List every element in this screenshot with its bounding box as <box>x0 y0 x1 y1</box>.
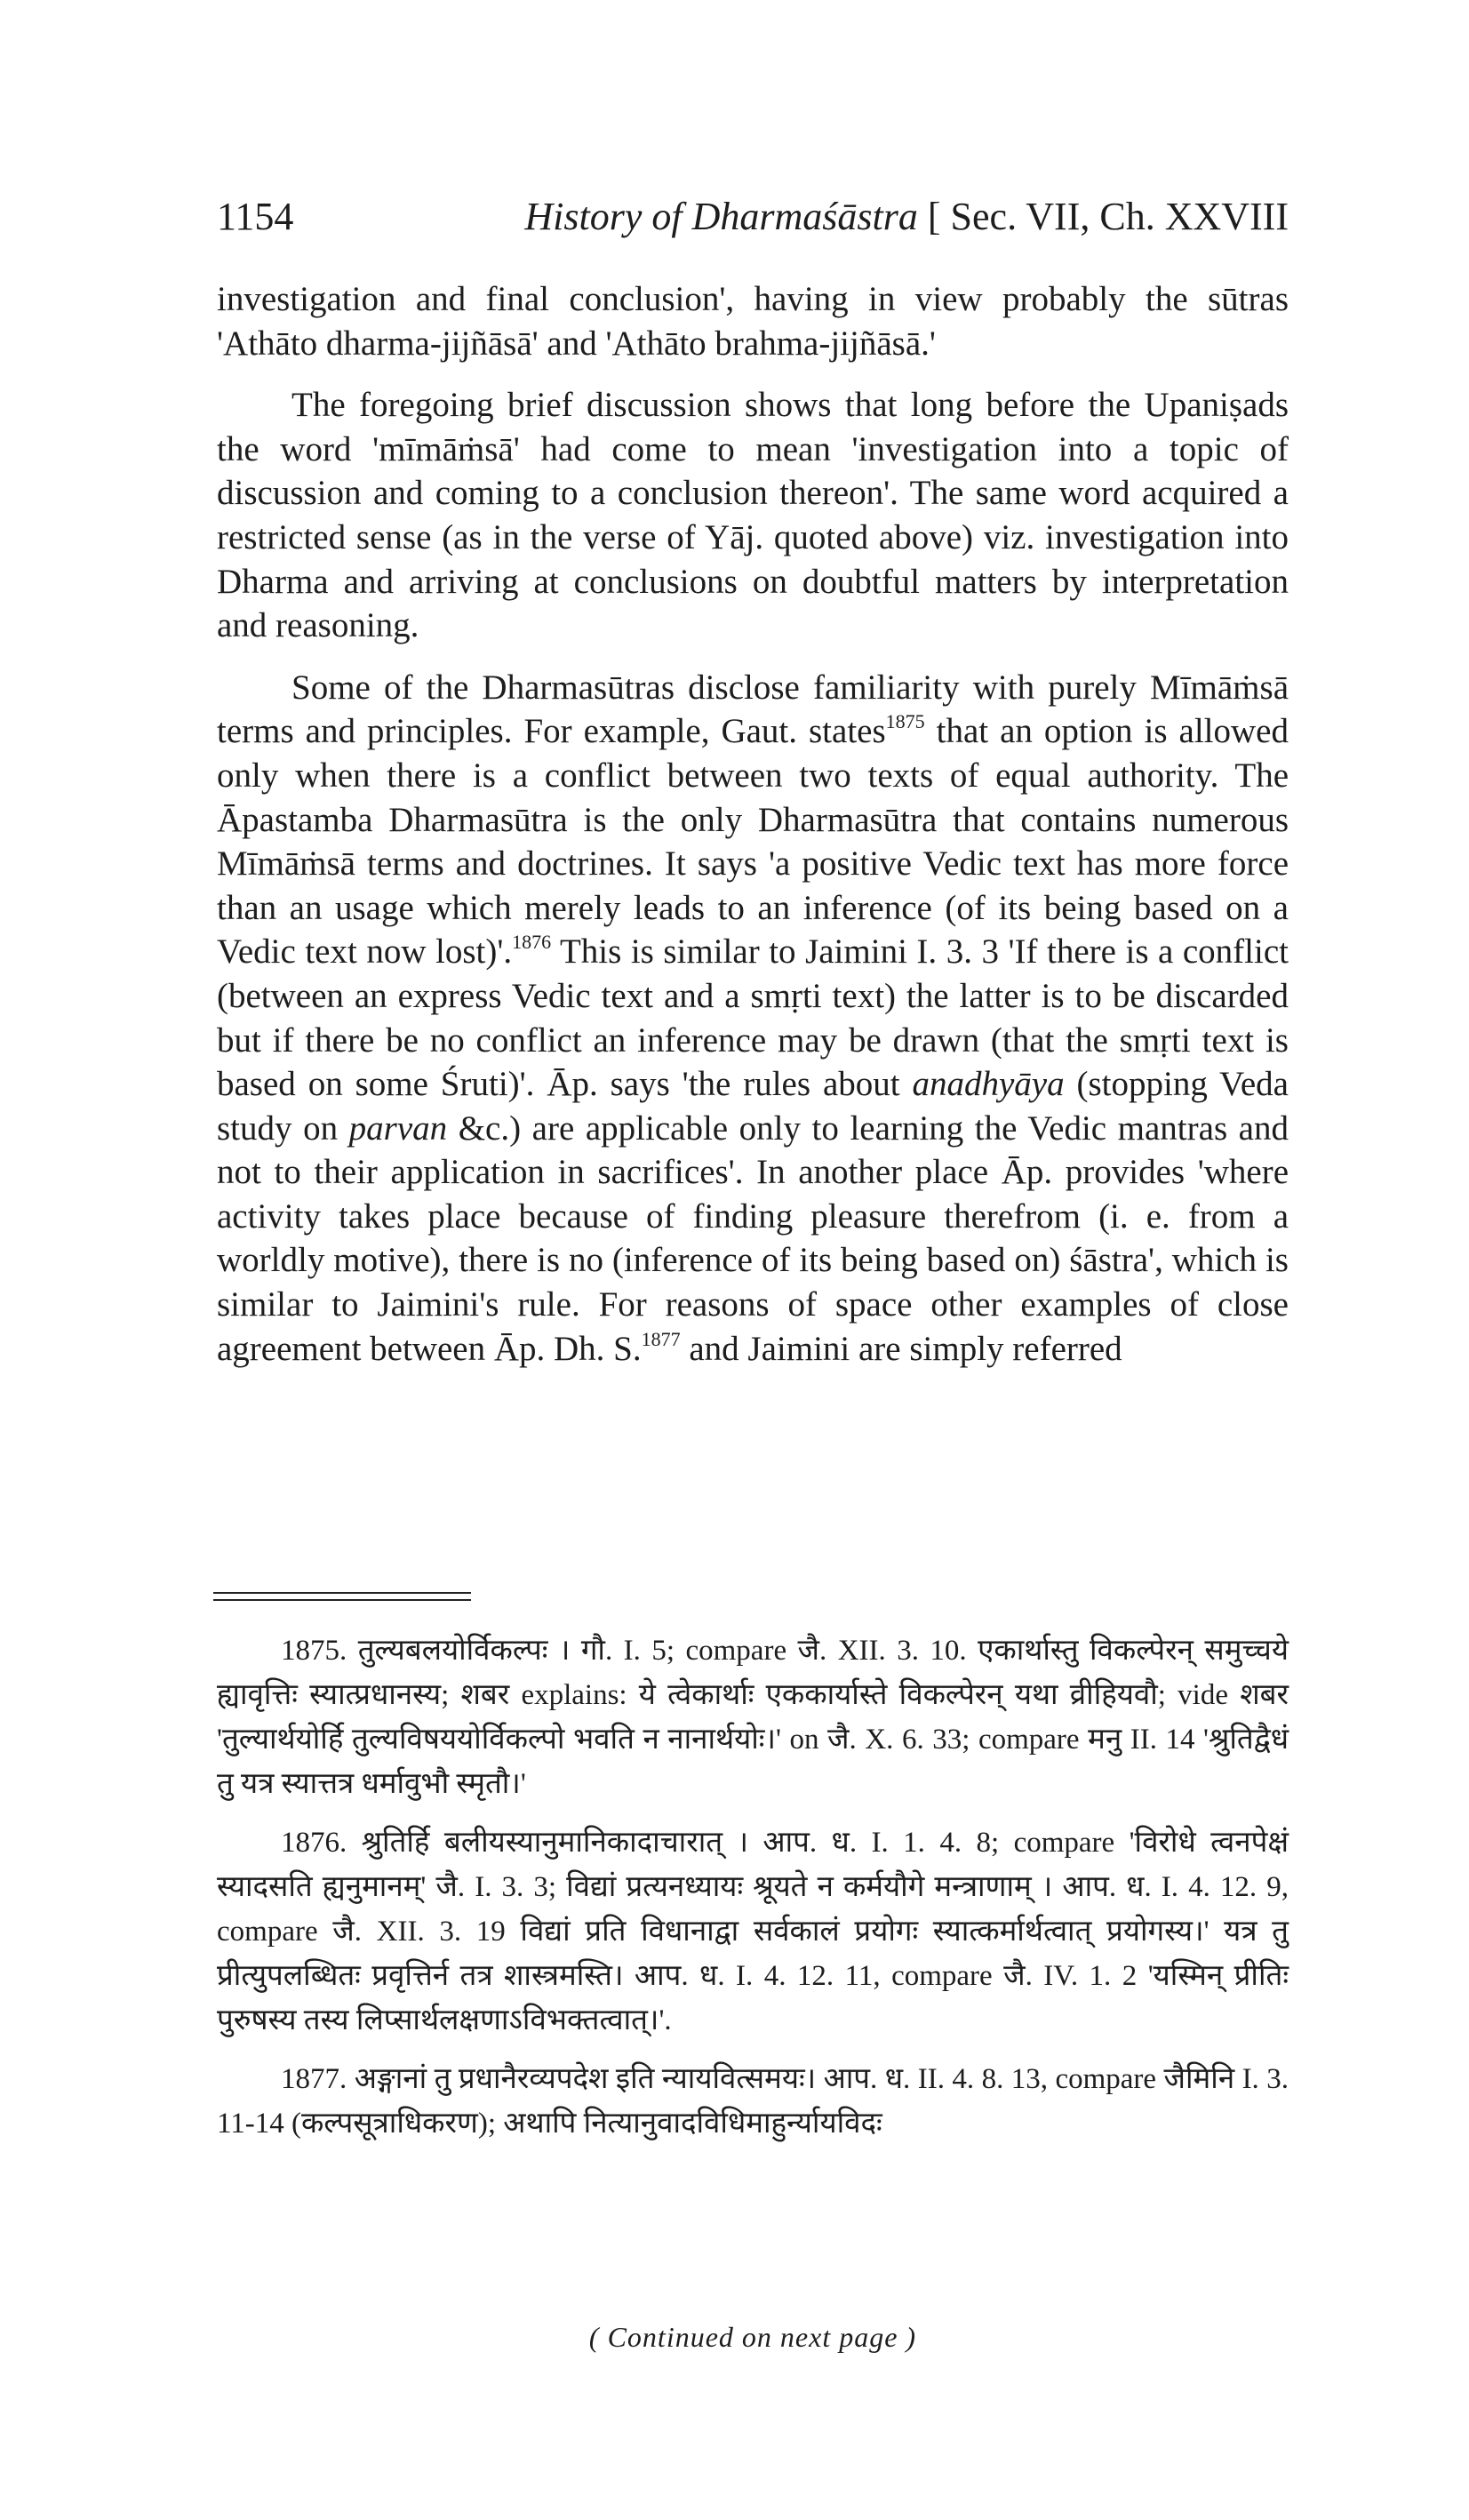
separator-line-bottom <box>213 1599 471 1601</box>
paragraph-1: investigation and final conclusion', having in view probably the sūtras 'Athāto dharma-jijñāsā' and 'Athāto brahma-jijñāsā.' <box>217 280 1289 363</box>
footnote-1877: 1877. अङ्गानां तु प्रधानैरव्यपदेश इति न्यायवित्समयः। आप. ध. II. 4. 8. 13, compare जैमिनि I. 3. 11-14 (कल्पसूत्राधिकरण); अथापि नित्यानुवादविधिमाहुर्न्यायविदः <box>217 2063 1289 2140</box>
footnote-1876: 1876. श्रुतिर्हि बलीयस्यानुमानिकादाचारात् । आप. ध. I. 1. 4. 8; compare 'विरोधे त्वनपेक्षं स्यादसति ह्यनुमानम्' जै. I. 3. 3; विद्यां प्रत्यनध्यायः श्रूयते न कर्मयौगे मन्त्राणाम् । आप. ध. I. 4. 12. 9, compare जै. XII. 3. 19 विद्यां प्रति विधानाद्वा सर्वकालं प्रयोगः स्यात्कर्मार्थत्वात् प्रयोगस्य।' यत्र तु प्रीत्युपलब्धितः प्रवृत्तिर्न तत्र शास्त्रमस्ति। आप. ध. I. 4. 12. 11, compare जै. IV. 1. 2 'यस्मिन् प्रीतिः पुरुषस्य तस्य लिप्सार्थलक्षणाऽविभक्तत्वात्।'. <box>217 1827 1289 2036</box>
paragraph-3-text-b: that an option is allowed only when there is a conflict between two texts of equal authority. The Āpastamba Dharmasūtra is the only Dharmasūtra that contains numerous Mīmāṁsā terms and doctrines. It says 'a positive Vedic text has more force than an usage which merely leads to an inference (of its being based on a Vedic text now lost)'. <box>217 712 1289 972</box>
section-label: [ Sec. VII, Ch. XXVIII <box>927 195 1289 238</box>
footnote-ref-1876[interactable]: 1876 <box>512 931 552 954</box>
page-number: 1154 <box>217 195 294 238</box>
footnote-1875: 1875. तुल्यबलयोर्विकल्पः । गौ. I. 5; compare जै. XII. 3. 10. एकार्थास्तु विकल्पेरन् समुच्चये ह्यावृत्तिः स्यात्प्रधानस्य; शबर explains: ये त्वेकार्थाः एककार्यास्ते विकल्पेरन् यथा व्रीहियवौ; vide शबर 'तुल्यार्थयोर्हि तुल्यविषययोर्विकल्पो भवति न नानार्थयोः।' on जै. X. 6. 33; compare मनु II. 14 'श्रुतिद्वैधं तु यत्र स्यात्तत्र धर्मावुभौ स्मृतौ।' <box>217 1635 1289 1800</box>
paragraph-3-text-f: and Jaimini are simply referred <box>680 1329 1122 1368</box>
footnote-ref-1877[interactable]: 1877 <box>641 1327 681 1350</box>
paragraph-2: The foregoing brief discussion shows that long before the Upaniṣads the word 'mīmāṁsā' had come to mean 'investigation into a topic of discussion and coming to a conclusion thereon'. The same word acquired a restricted sense (as in the verse of Yāj. quoted above) viz. investigation into Dharma and arriving at conclusions on doubtful matters by interpretation and reasoning. <box>217 386 1289 645</box>
paragraph-3 <box>217 666 1289 1372</box>
paragraph-3-text-c: This is similar to Jaimini I. 3. 3 'If there is a conflict (between an express Vedic text and a smṛti text) the latter is to be discarded but if there be no conflict an inference may be drawn (that the smṛti text is based on some Śruti)'. Āp. says 'the rules about <box>217 932 1289 1104</box>
footnote-separator <box>213 1592 471 1601</box>
body-text <box>217 277 1289 1388</box>
continued-note: ( Continued on next page ) <box>588 2321 917 2353</box>
term-anadhyaya: anadhyāya <box>912 1065 1065 1104</box>
footnote-ref-1875[interactable]: 1875 <box>885 710 925 733</box>
term-parvan: parvan <box>348 1108 448 1148</box>
running-title <box>524 190 1289 244</box>
paragraph-3-text-a: Some of the Dharmasūtras disclose familiarity with purely Mīmāṁsā terms and principles. For example, Gaut. states <box>217 668 1289 751</box>
paragraph-3-text-e: &c.) are applicable only to learning the Vedic mantras and not to their application in sacrifices'. In another place Āp. provides 'where activity takes place because of finding pleasure therefrom (i. e. from a worldly motive), there is no (inference of its being based on) śāstra', which is similar to Jaimini's rule. For reasons of space other examples of close agreement between Āp. Dh. S. <box>217 1108 1289 1368</box>
book-title: History of Dharmaśāstra <box>524 195 918 238</box>
footnotes <box>217 1628 1289 2160</box>
running-head <box>217 190 1289 244</box>
separator-line-top <box>213 1592 471 1594</box>
paragraph-3-text-d: (stopping Veda study on <box>217 1065 1289 1148</box>
